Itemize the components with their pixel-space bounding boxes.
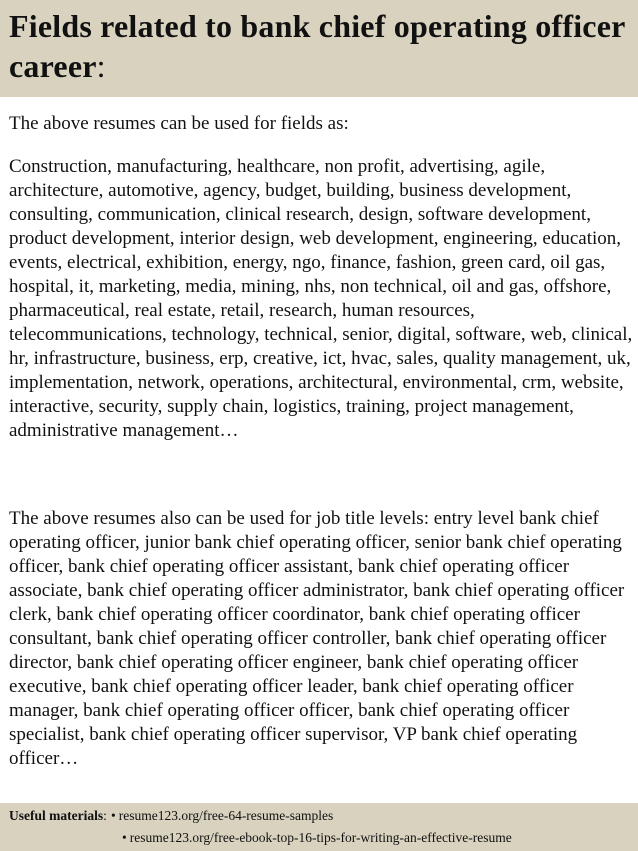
footer-banner — [0, 803, 638, 851]
footer-link-ebook-tips[interactable] — [122, 829, 512, 847]
page-title-colon: : — [96, 48, 106, 84]
intro-text: The above resumes can be used for fields as: — [9, 113, 349, 134]
job-levels-paragraph: The above resumes also can be used for job title levels: entry level bank chief operating officer, junior bank chief operating officer, senior bank chief operating officer, bank chief operating officer assistant, bank chief operating officer associate, bank chief operating officer administrator, bank chief operating officer clerk, bank chief operating officer coordinator, bank chief operating officer consultant, bank chief operating officer controller, bank chief operating officer director, bank chief operating officer engineer, bank chief operating officer executive, bank chief operating officer leader, bank chief operating officer manager, bank chief operating officer officer, bank chief operating officer specialist, bank chief operating officer supervisor, VP bank chief operating officer… — [9, 508, 625, 769]
page-title-text: Fields related to bank chief operating officer career — [9, 8, 625, 84]
useful-materials-colon: : — [103, 808, 107, 823]
footer-link-text[interactable]: resume123.org/free-ebook-top-16-tips-for-writing-an-effective-resume — [129, 830, 512, 845]
page-title — [9, 6, 629, 86]
useful-materials-label-text: Useful materials — [9, 808, 104, 823]
title-banner — [0, 0, 638, 97]
bullet-icon: • — [122, 830, 127, 845]
footer-link-text[interactable]: resume123.org/free-64-resume-samples — [118, 808, 334, 823]
useful-materials-label — [9, 807, 107, 825]
footer-link-resume-samples[interactable] — [111, 807, 333, 825]
fields-paragraph: Construction, manufacturing, healthcare, non profit, advertising, agile, architecture, automotive, agency, budget, building, business development, consulting, communication, clinical research, design, software development, product development, interior design, web development, engineering, education, events, electrical, exhibition, energy, ngo, finance, fashion, green card, oil gas, hospital, it, marketing, media, mining, nhs, non technical, oil and gas, offshore, pharmaceutical, real estate, retail, research, human resources, telecommunications, technology, technical, senior, digital, software, web, clinical, hr, infrastructure, business, erp, creative, ict, hvac, sales, quality management, uk, implementation, network, operations, architectural, environmental, crm, website, interactive, security, supply chain, logistics, training, project management, administrative management… — [9, 156, 633, 441]
bullet-icon: • — [111, 808, 116, 823]
